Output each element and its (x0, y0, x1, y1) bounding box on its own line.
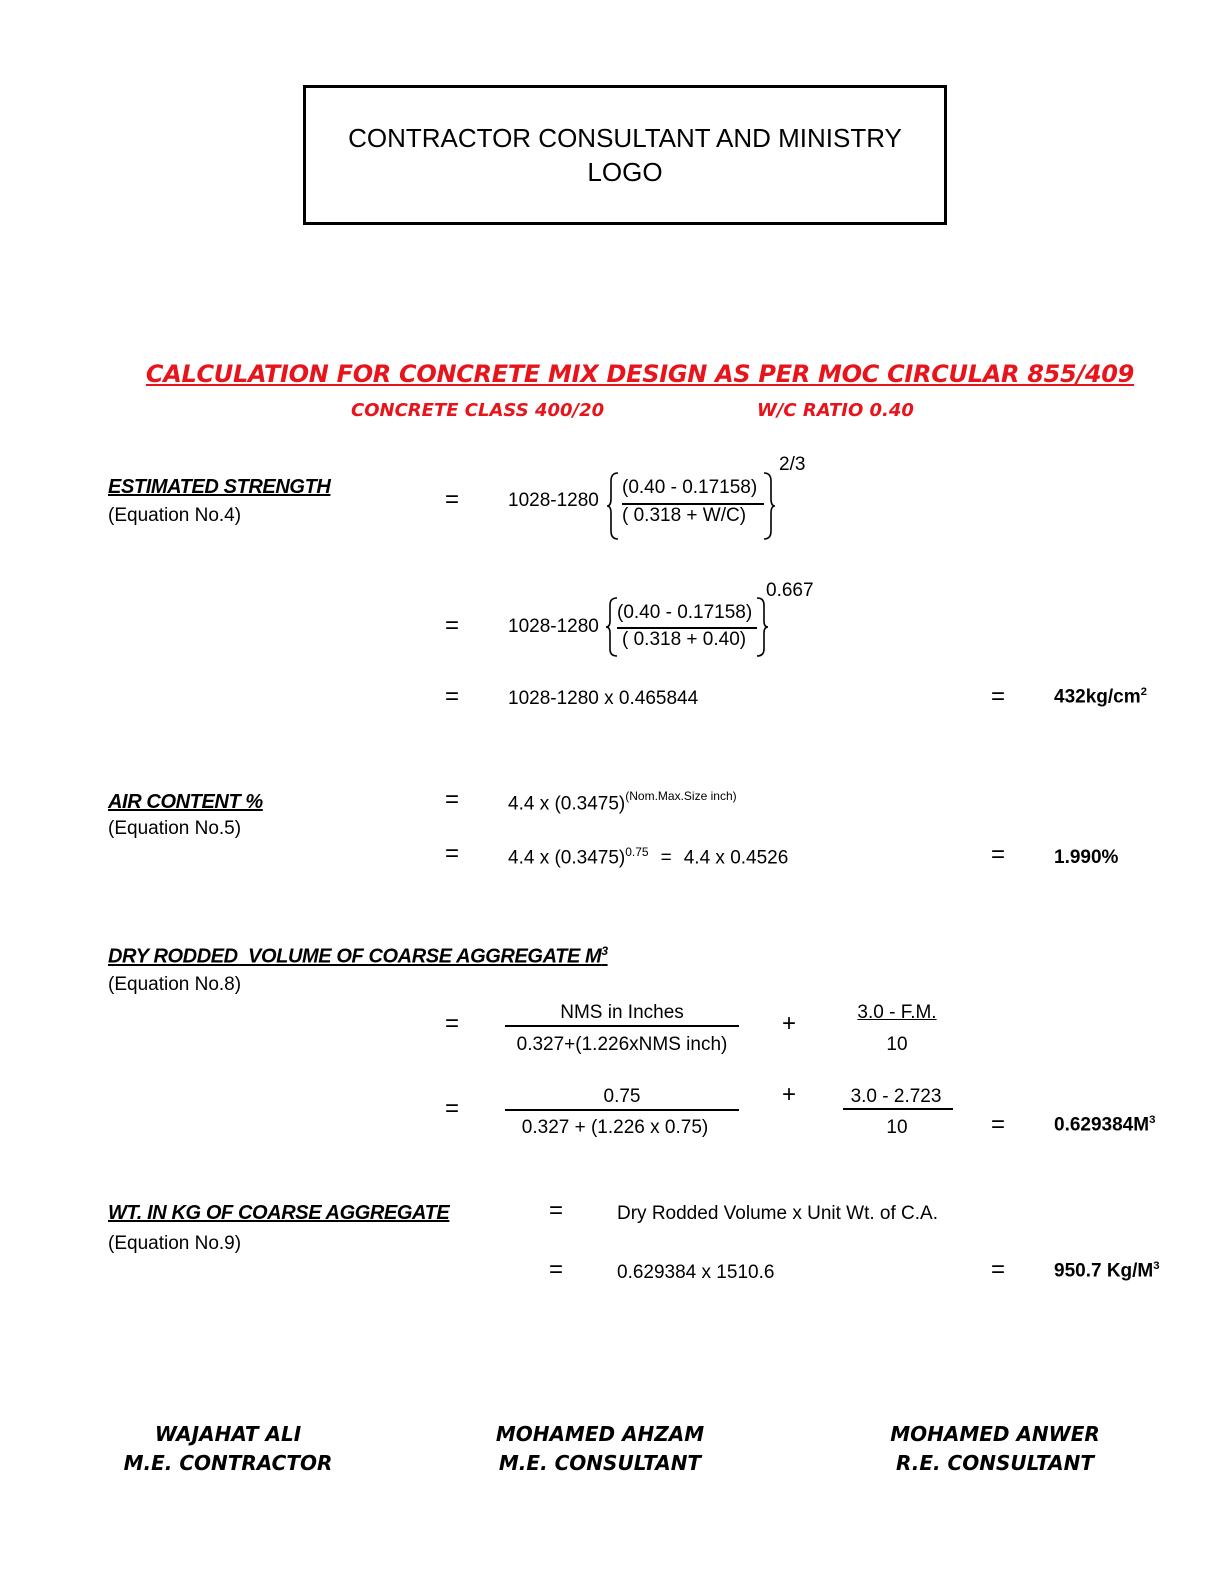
signatory-name: MOHAMED ANWER (890, 1422, 1100, 1446)
strength-numerator-2: (0.40 - 0.17158) (617, 602, 753, 623)
strength-heading: ESTIMATED STRENGTH (108, 476, 331, 498)
air-content-result: 1.990% (1054, 847, 1119, 868)
equals-sign: = (991, 683, 1006, 710)
signatory-name: WAJAHAT ALI (154, 1422, 302, 1446)
signatory-role: M.E. CONSULTANT (498, 1451, 702, 1475)
equals-sign: = (445, 1010, 460, 1037)
signatory-name: MOHAMED AHZAM (495, 1422, 705, 1446)
equals-sign: = (445, 612, 460, 639)
coarse-weight-result: 950.7 $Kg/M^3$ (1054, 1260, 1160, 1282)
strength-base: 1028-1280 (508, 616, 599, 637)
logo-placeholder (303, 85, 947, 225)
coarse-weight-heading: WT. IN KG OF COARSE AGGREGATE (108, 1202, 450, 1224)
equals-sign: = (445, 840, 460, 867)
equals-sign: = (991, 841, 1006, 868)
signatory-role: M.E. CONTRACTOR (123, 1451, 333, 1475)
strength-exponent: 2/3 (779, 454, 806, 475)
air-content-heading: AIR CONTENT % (108, 791, 263, 813)
weight-product: 0.629384 x 1510.6 (617, 1262, 775, 1283)
concrete-class: CONCRETE CLASS 400/20 (351, 400, 605, 421)
plus-sign: + (782, 1081, 797, 1108)
equals-sign: = (991, 1111, 1006, 1138)
equals-sign: = (445, 786, 460, 813)
wc-ratio: W/C RATIO 0.40 (757, 400, 914, 421)
equals-sign: = (549, 1256, 564, 1283)
dry-rodded-heading: DRY RODDED VOLUME OF COARSE AGGREGATE $M^3$ (108, 944, 608, 968)
right-brace-icon (762, 471, 776, 541)
signature-me-consultant (470, 1420, 730, 1478)
strength-base: 1028-1280 (508, 490, 599, 511)
strength-denominator-2: ( 0.318 + 0.40) (622, 629, 747, 650)
strength-equation-number: (Equation No.4) (108, 505, 242, 526)
fraction-bar (505, 1025, 739, 1027)
equals-sign: = (445, 1095, 460, 1122)
dry-denominator-3: 0.327 + (1.226 x 0.75) (521, 1117, 709, 1138)
fraction-bar (843, 1108, 953, 1110)
strength-numerator: (0.40 - 0.17158) (622, 477, 758, 498)
plus-sign: + (782, 1010, 797, 1037)
equals-sign: = (445, 486, 460, 513)
dry-denominator-4: 10 (886, 1117, 908, 1138)
equals-sign: = (991, 1256, 1006, 1283)
dry-denominator-2: 10 (886, 1034, 908, 1055)
left-brace-icon (606, 471, 620, 541)
dry-rodded-result: $0.629384M^3$ (1054, 1114, 1156, 1136)
strength-result: $432kg/cm^2$ (1054, 686, 1147, 708)
air-formula: 4.4 x $(0.3475)^{(Nom.Max.Size inch)}$ (508, 789, 737, 815)
strength-product: 1028-1280 x 0.465844 (508, 688, 699, 709)
logo-line-2: LOGO (587, 157, 663, 187)
air-formula-2: 4.4 x $(0.3475)^{0.75} = 4.4$ x 0.4526 (508, 845, 789, 869)
dry-numerator-4: 3.0 - 2.723 (850, 1086, 942, 1107)
signature-contractor (110, 1420, 346, 1478)
equals-sign: = (445, 683, 460, 710)
dry-numerator: NMS in Inches (560, 1002, 684, 1023)
signatory-role: R.E. CONSULTANT (895, 1451, 1095, 1475)
strength-exponent-2: 0.667 (766, 580, 814, 601)
dry-numerator-3: 0.75 (603, 1086, 641, 1107)
weight-equation-number: (Equation No.9) (108, 1233, 242, 1254)
right-brace-icon (755, 596, 769, 658)
strength-denominator: ( 0.318 + W/C) (622, 505, 747, 526)
equals-sign: = (549, 1197, 564, 1224)
dry-equation-number: (Equation No.8) (108, 974, 242, 995)
air-equation-number: (Equation No.5) (108, 818, 242, 839)
dry-numerator-2: 3.0 - F.M. (857, 1002, 937, 1023)
logo-line-1: CONTRACTOR CONSULTANT AND MINISTRY (348, 123, 902, 153)
weight-formula: Dry Rodded Volume x Unit Wt. of C.A. (617, 1203, 939, 1224)
dry-denominator: 0.327+(1.226xNMS inch) (516, 1034, 728, 1055)
fraction-bar (505, 1109, 739, 1111)
signature-re-consultant (870, 1420, 1120, 1478)
document-title: CALCULATION FOR CONCRETE MIX DESIGN AS PER MOC CIRCULAR 855/409 (145, 360, 1135, 388)
